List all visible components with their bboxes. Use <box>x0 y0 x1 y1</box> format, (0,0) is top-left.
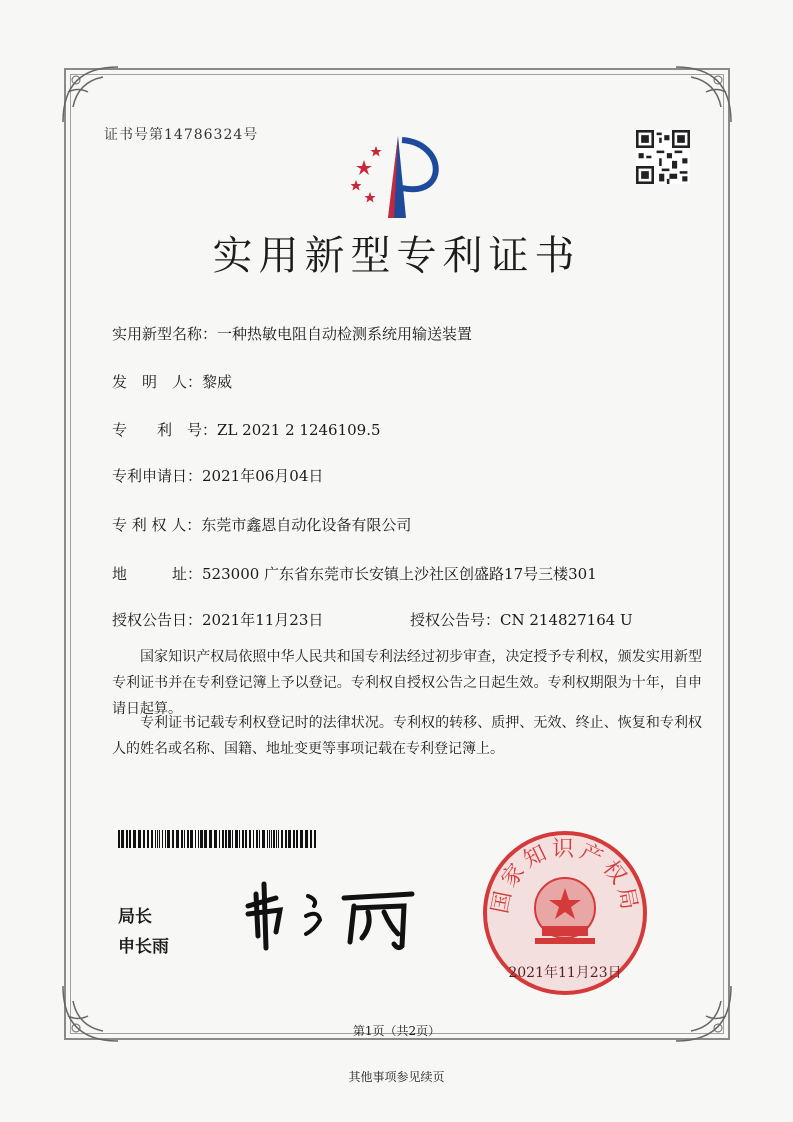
field-label: 专利申请日： <box>112 467 203 485</box>
field-value: 黎威 <box>202 373 233 391</box>
footer-note: 其他事项参见续页 <box>348 1070 445 1084</box>
field-value: CN 214827164 U <box>500 611 633 629</box>
field-value: 523000 广东省东莞市长安镇上沙社区创盛路17号三楼301 <box>202 565 597 583</box>
field-label: 地 址： <box>112 565 203 583</box>
field-value: ZL 2021 2 1246109.5 <box>217 421 381 439</box>
field-value: 2021年06月04日 <box>202 467 324 485</box>
field-grant-number <box>410 609 633 630</box>
director-title: 局长 <box>118 907 152 927</box>
certificate-number: 证书号第14786324号 <box>104 127 259 143</box>
field-value: 2021年11月23日 <box>202 611 324 629</box>
field-grant-date <box>112 609 323 630</box>
cnipa-logo-icon <box>336 128 456 223</box>
page-number: 第1页（共2页） <box>352 1024 441 1038</box>
field-value: 东莞市鑫恩自动化设备有限公司 <box>201 516 412 534</box>
field-inventor <box>112 371 232 392</box>
handwritten-signature <box>236 876 436 952</box>
field-value: 一种热敏电阻自动检测系统用输送装置 <box>217 325 473 343</box>
barcode-icon <box>118 830 318 848</box>
corner-ornament-top-right <box>666 62 736 132</box>
director-name: 申长雨 <box>118 937 169 957</box>
grant-statement-paragraph: 国家知识产权局依照中华人民共和国专利法经过初步审查，决定授予专利权，颁发实用新型专利证书并在专利登记簿上予以登记。专利权自授权公告之日起生效。专利权期限为十年，自申请日起算。 <box>112 649 702 717</box>
field-label: 授权公告日： <box>112 611 203 629</box>
certificate-title: 实用新型专利证书 <box>212 233 581 279</box>
field-label: 发 明 人： <box>112 373 203 391</box>
field-label: 专 利 权 人： <box>112 516 202 534</box>
corner-ornament-top-left <box>58 62 128 132</box>
field-label: 专 利 号： <box>112 421 218 439</box>
field-label: 授权公告号： <box>410 611 501 629</box>
field-label: 实用新型名称： <box>112 325 218 343</box>
field-patentee <box>112 514 411 535</box>
seal-text: 国家知识产权局 <box>487 837 643 916</box>
field-application-date <box>112 465 323 486</box>
qr-code-icon <box>636 130 690 184</box>
legal-status-paragraph: 专利证书记载专利权登记时的法律状况。专利权的转移、质押、无效、终止、恢复和专利权人的姓名或名称、国籍、地址变更等事项记载在专利登记簿上。 <box>112 715 702 757</box>
seal-date: 2021年11月23日 <box>508 965 622 981</box>
field-patent-number <box>112 419 381 440</box>
field-utility-model-name <box>112 323 472 344</box>
field-address <box>112 563 597 584</box>
